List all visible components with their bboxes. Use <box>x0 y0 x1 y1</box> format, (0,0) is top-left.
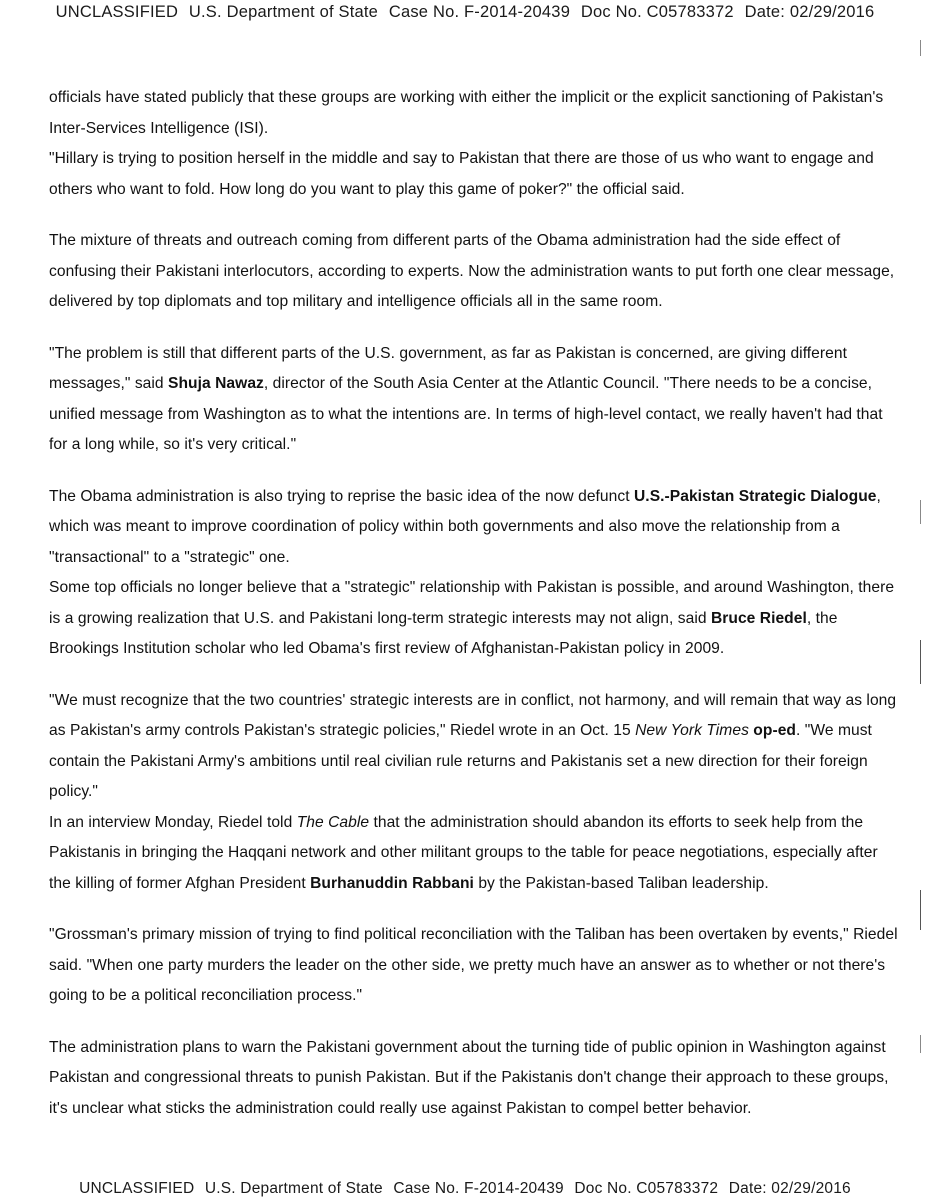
paragraph: Some top officials no longer believe that a "strategic" relationship with Pakistan is possible, and around Washington, there is a growing realization that U.S. and Pakistani long-term strategic interests may not align, said Bruce Riedel, the Brookings Institution scholar who led Obama's first review of Afghanistan-Pakistan policy in 2009. <box>49 579 895 657</box>
stamp-case-number: Case No. F-2014-20439 <box>393 1180 564 1197</box>
person-name-bruce-riedel: Bruce Riedel <box>710 609 807 627</box>
strategic-dialogue-term: U.S.-Pakistan Strategic Dialogue <box>634 487 877 505</box>
paragraph: "Hillary is trying to position herself in the middle and say to Pakistan that there are those of us who want to engage and others who want to fold. How long do you want to play this game of poker?" the official said. <box>49 150 874 198</box>
scan-margin-mark <box>920 640 921 684</box>
paragraph: The administration plans to warn the Pakistani government about the turning tide of public opinion in Washington against Pakistan and congressional threats to punish Pakistan. But if the Pakistanis don't change their approach to these groups, it's unclear what sticks the administration could really use against Pakistan to compel better behavior. <box>49 1038 889 1117</box>
publication-name: The Cable <box>296 813 370 831</box>
paragraph: officials have stated publicly that these groups are working with either the implicit or the explicit sanctioning of Pakistan's Inter-Services Intelligence (ISI). <box>49 89 884 137</box>
publication-name: New York Times <box>635 722 749 739</box>
stamp-date: Date: 02/29/2016 <box>728 1180 851 1197</box>
paragraph: In an interview Monday, Riedel told The Cable that the administration should abandon its efforts to seek help from the Pakistanis in bringing the Haqqani network and other militant groups to the table for peace negotiations, especially after the killing of former Afghan President Burhanuddin Rabbani by the Pakistan-based Taliban leadership. <box>49 813 878 892</box>
op-ed-label: op-ed <box>748 722 796 739</box>
paragraph: The mixture of threats and outreach coming from different parts of the Obama administration had the side effect of confusing their Pakistani interlocutors, according to experts. Now the administration wants to put forth one clear message, delivered by top diplomats and top military and intelligence officials all in the same room. <box>49 232 895 310</box>
stamp-agency: U.S. Department of State <box>204 1180 383 1197</box>
stamp-date: Date: 02/29/2016 <box>744 3 875 21</box>
stamp-case-number: Case No. F-2014-20439 <box>388 3 571 21</box>
top-declassification-stamp <box>0 3 930 22</box>
scan-margin-mark <box>920 40 921 56</box>
paragraph: "Grossman's primary mission of trying to find political reconciliation with the Taliban has been overtaken by events," Riedel said. "When one party murders the leader on the other side, we pretty much have an answer as to whether or not there's going to be a political reconciliation process." <box>49 926 898 1004</box>
paragraph: "We must recognize that the two countries' strategic interests are in conflict, not harmony, and will remain that way as long as Pakistan's army controls Pakistan's strategic policies," Riedel wrote in an Oct. 15 New York Times op-ed. "We must contain the Pakistani Army's ambitions until real civilian rule returns and Pakistanis set a new direction for their foreign policy." <box>49 691 897 800</box>
stamp-agency: U.S. Department of State <box>188 3 379 21</box>
stamp-doc-number: Doc No. C05783372 <box>574 1180 719 1197</box>
document-body <box>49 83 899 1124</box>
bottom-declassification-stamp <box>0 1180 930 1198</box>
stamp-classification: UNCLASSIFIED <box>79 1180 195 1197</box>
scan-margin-mark <box>920 500 921 524</box>
scan-margin-mark <box>920 1035 921 1053</box>
stamp-doc-number: Doc No. C05783372 <box>580 3 734 21</box>
stamp-classification: UNCLASSIFIED <box>55 3 179 21</box>
person-name-shuja-nawaz: Shuja Nawaz <box>168 375 264 392</box>
person-name-burhanuddin-rabbani: Burhanuddin Rabbani <box>310 874 474 892</box>
paragraph: The Obama administration is also trying to reprise the basic idea of the now defunct U.S.-Pakistan Strategic Dialogue, which was meant to improve coordination of policy within both governments and also move the relationship from a "transactional" to a "strategic" one. <box>49 487 881 566</box>
scan-margin-mark <box>920 890 921 930</box>
paragraph: "The problem is still that different parts of the U.S. government, as far as Pakistan is concerned, are giving different messages," said Shuja Nawaz, director of the South Asia Center at the Atlantic Council. "There needs to be a concise, unified message from Washington as to what the intentions are. In terms of high-level contact, we really haven't had that for a long while, so it's very critical." <box>49 344 883 453</box>
